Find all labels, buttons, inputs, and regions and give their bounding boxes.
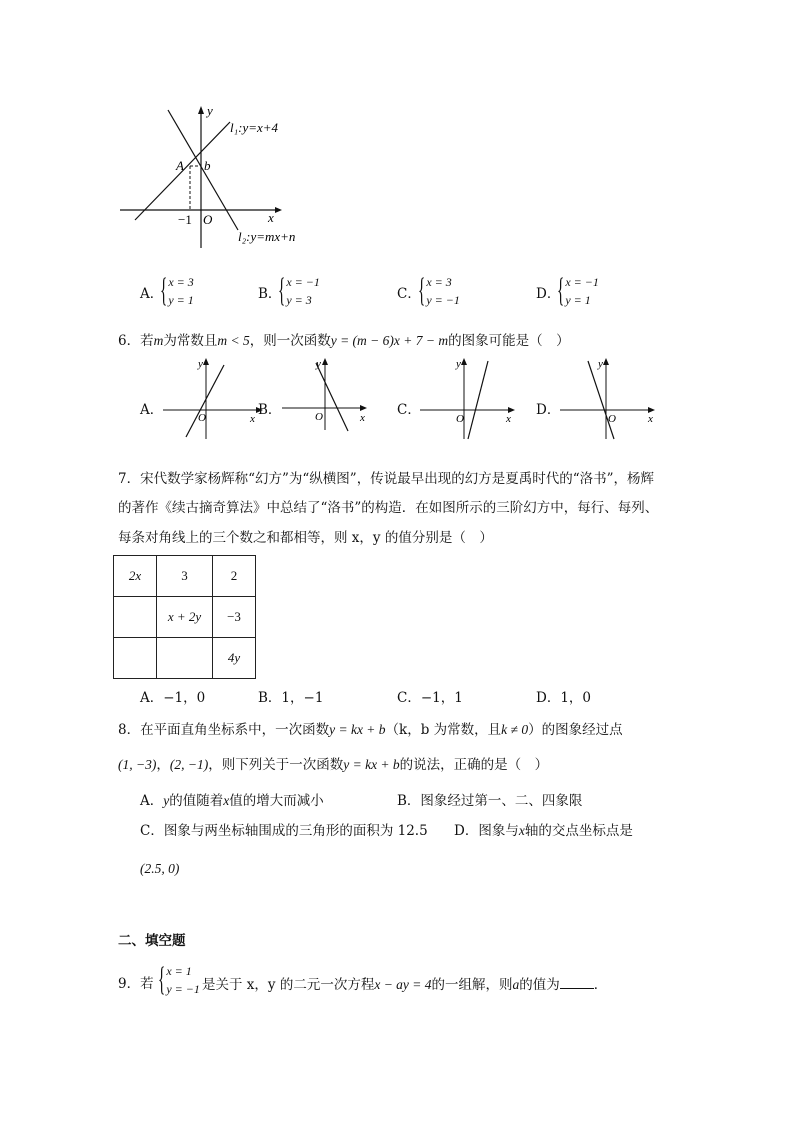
q6-m: m bbox=[153, 333, 164, 348]
magic-cell: x + 2y bbox=[157, 597, 213, 638]
text: ）的图象经过点 bbox=[528, 722, 623, 738]
equation: y = −1 bbox=[426, 293, 460, 307]
text: 的值为 bbox=[519, 977, 560, 993]
point: (1, −3) bbox=[118, 757, 157, 772]
equation: x = 3 bbox=[426, 275, 452, 289]
var: y bbox=[163, 793, 170, 808]
q8-line-1 bbox=[118, 721, 623, 739]
axis-x-label: x bbox=[648, 413, 653, 425]
x-axis-arrow bbox=[275, 207, 282, 213]
q7-option-a: A．−1，0 bbox=[140, 690, 206, 706]
equation: y = 3 bbox=[286, 293, 312, 307]
origin-label: O bbox=[608, 413, 616, 425]
y-axis-arrow bbox=[198, 106, 204, 114]
q8-line-2 bbox=[118, 756, 548, 774]
formula: k ≠ 0 bbox=[501, 722, 529, 737]
axis-y-label: y bbox=[598, 358, 603, 370]
brace: { bbox=[278, 272, 286, 309]
function-line bbox=[186, 365, 224, 437]
var: x bbox=[518, 823, 525, 838]
magic-cell bbox=[114, 638, 157, 679]
magic-cell: 2x bbox=[114, 556, 157, 597]
l1-label: l₁:y=x+4 bbox=[230, 120, 279, 135]
formula: x − ay = 4 bbox=[374, 977, 432, 992]
text: 的值随着 bbox=[169, 793, 224, 809]
q6-cond: m < 5 bbox=[217, 333, 250, 348]
q6-option-a-graph bbox=[158, 355, 268, 440]
q6-func: y = (m − 6)x + 7 − m bbox=[330, 333, 449, 348]
section-title: 二、填空题 bbox=[118, 933, 186, 949]
q5-line-graph bbox=[110, 100, 310, 250]
q7-line-1: 7．宋代数学家杨辉称“幻方”为“纵横图”，传说最早出现的幻方是夏禹时代的“洛书”，杨辉 bbox=[118, 471, 654, 487]
text: D．图象与 bbox=[454, 823, 519, 839]
q5-option-d-system bbox=[557, 273, 599, 309]
q5-option-a-letter: A． bbox=[140, 286, 164, 302]
q9-system bbox=[158, 962, 200, 998]
magic-cell: 4y bbox=[213, 638, 256, 679]
q6-option-a-letter: A． bbox=[140, 402, 164, 418]
brace: { bbox=[418, 272, 426, 309]
equation: y = 1 bbox=[565, 293, 591, 307]
text: ， bbox=[156, 757, 170, 773]
magic-square bbox=[113, 555, 256, 679]
magic-cell bbox=[114, 597, 157, 638]
origin-label: O bbox=[315, 411, 323, 423]
point: (2, −1) bbox=[169, 757, 209, 772]
origin-label: O bbox=[203, 212, 213, 227]
y-axis-label: y bbox=[207, 103, 213, 118]
q6-mid2: ，则一次函数 bbox=[249, 333, 331, 349]
q7-line-3: 每条对角线上的三个数之和都相等，则 x，y 的值分别是（ ） bbox=[118, 530, 493, 546]
q5-option-b-system bbox=[278, 273, 320, 309]
formula: y = kx + b bbox=[343, 757, 400, 772]
q8-option-a bbox=[140, 792, 324, 810]
text: 值的增大而减小 bbox=[229, 793, 324, 809]
origin-label: O bbox=[456, 413, 464, 425]
q8-option-d bbox=[454, 822, 633, 840]
q5-option-a-system bbox=[160, 273, 194, 309]
axis-y-label: y bbox=[456, 358, 461, 370]
magic-cell: 2 bbox=[213, 556, 256, 597]
equation: x = −1 bbox=[565, 275, 599, 289]
q6-option-b-graph bbox=[280, 355, 390, 440]
neg1-label: −1 bbox=[178, 212, 192, 227]
q8-option-c: C．图象与两坐标轴围成的三角形的面积为 12.5 bbox=[140, 823, 428, 839]
text: ． bbox=[593, 977, 608, 993]
text: 8．在平面直角坐标系中，一次函数 bbox=[118, 722, 330, 738]
q6-mid: 为常数且 bbox=[163, 333, 218, 349]
q9-prefix: 9．若 bbox=[118, 976, 154, 992]
origin-label: O bbox=[198, 412, 206, 424]
equation: x = 1 bbox=[166, 964, 192, 978]
q6-option-b-letter: B． bbox=[258, 402, 282, 418]
text: 是关于 x，y 的二元一次方程 bbox=[202, 977, 375, 993]
q7-option-d: D．1，0 bbox=[536, 690, 592, 706]
q8-option-d-point: (2.5, 0) bbox=[140, 861, 180, 876]
q9-body bbox=[202, 975, 607, 994]
text: （k，b 为常数，且 bbox=[385, 722, 502, 738]
formula: y = kx + b bbox=[329, 722, 386, 737]
q5-option-c-letter: C． bbox=[397, 286, 421, 302]
l2-label: l₂:y=mx+n bbox=[238, 229, 296, 244]
q6-option-d-letter: D． bbox=[536, 402, 561, 418]
text: ，则下列关于一次函数 bbox=[208, 757, 344, 773]
b-label: b bbox=[204, 158, 211, 173]
axis-y-label: y bbox=[316, 358, 321, 370]
x-axis-label: x bbox=[268, 210, 274, 225]
q6-question bbox=[118, 332, 570, 350]
q5-option-c-system bbox=[418, 273, 460, 309]
q5-option-b-letter: B． bbox=[258, 286, 282, 302]
q6-option-c-letter: C． bbox=[397, 402, 421, 418]
axis-y-label: y bbox=[198, 358, 203, 370]
q8-option-b: B．图象经过第一、二、四象限 bbox=[397, 793, 583, 809]
q7-line-2: 的著作《续古摘奇算法》中总结了“洛书”的构造．在如图所示的三阶幻方中，每行、每列、 bbox=[118, 500, 659, 516]
equation: y = 1 bbox=[168, 293, 194, 307]
text: 轴的交点坐标点是 bbox=[524, 823, 633, 839]
var: a bbox=[512, 977, 520, 992]
q7-option-c: C．−1，1 bbox=[397, 690, 463, 706]
point-a-label: A bbox=[176, 158, 184, 173]
magic-cell bbox=[157, 638, 213, 679]
text: 的一组解，则 bbox=[431, 977, 513, 993]
q6-prefix: 6．若 bbox=[118, 333, 154, 349]
brace: { bbox=[160, 272, 168, 309]
q5-option-d-letter: D． bbox=[536, 286, 561, 302]
equation: x = −1 bbox=[286, 275, 320, 289]
text: 的说法，正确的是（ ） bbox=[399, 757, 549, 773]
q6-option-c-graph bbox=[418, 355, 528, 440]
q6-suffix: 的图象可能是（ ） bbox=[448, 333, 570, 349]
brace: { bbox=[557, 272, 565, 309]
q7-option-b: B．1，−1 bbox=[258, 690, 324, 706]
q6-option-d-graph bbox=[556, 355, 666, 440]
var: x bbox=[223, 793, 230, 808]
axis-x-label: x bbox=[506, 413, 511, 425]
axis-x-label: x bbox=[360, 412, 365, 424]
magic-cell: −3 bbox=[213, 597, 256, 638]
equation: y = −1 bbox=[166, 982, 200, 996]
magic-cell: 3 bbox=[157, 556, 213, 597]
text: A． bbox=[140, 793, 164, 809]
function-line bbox=[588, 361, 614, 439]
axis-x-label: x bbox=[250, 413, 255, 425]
equation: x = 3 bbox=[168, 275, 194, 289]
function-line bbox=[468, 361, 488, 439]
brace: { bbox=[158, 961, 166, 998]
answer-blank[interactable] bbox=[560, 975, 594, 989]
